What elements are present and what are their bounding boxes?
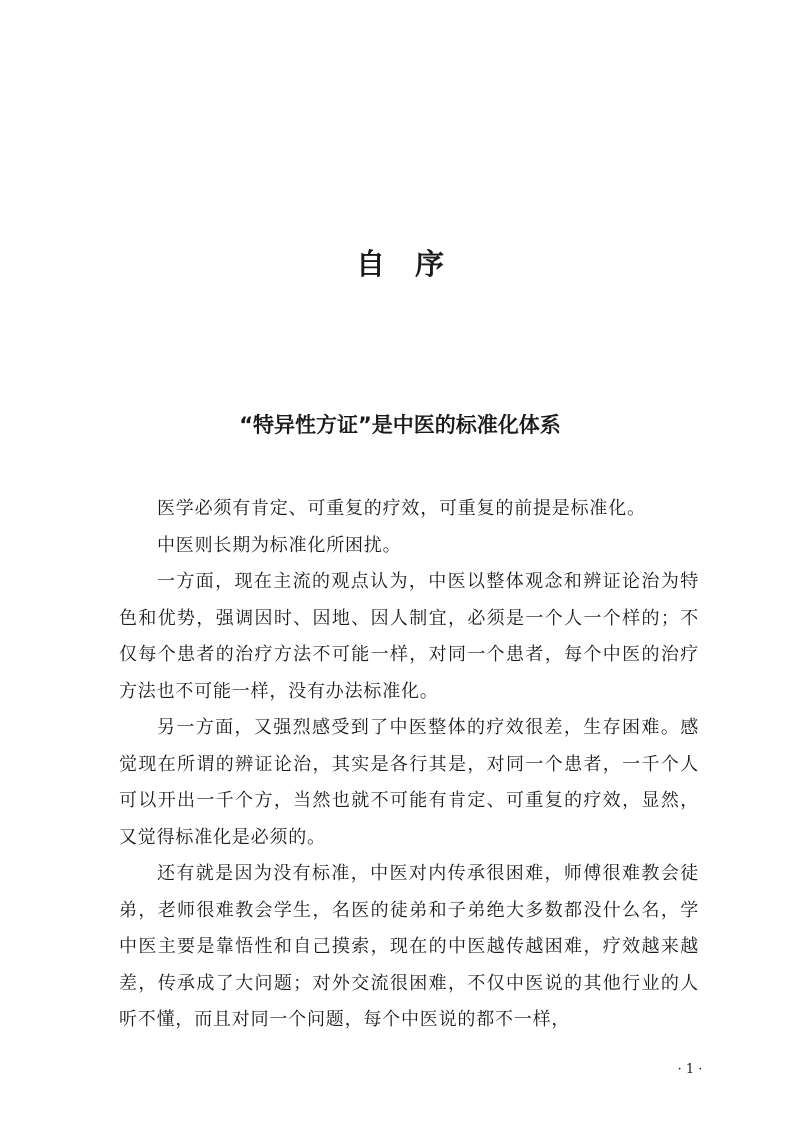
- paragraph: 还有就是因为没有标准，中医对内传承很困难，师傅很难教会徒弟，老师很难教会学生，名医的徒弟和子弟绝大多数都没什么名，学中医主要是靠悟性和自己摸索，现在的中医越传越困难，疗效越来越差，传承成了大问题；对外交流很困难，不仅中医说的其他行业的人听不懂，而且对同一个问题，每个中医说的都不一样，: [119, 863, 699, 1030]
- page-title: 自序: [355, 247, 474, 281]
- section-subtitle: “特异性方证”是中医的标准化体系: [239, 413, 561, 437]
- paragraph: 医学必须有肯定、可重复的疗效，可重复的前提是标准化。: [157, 498, 646, 519]
- paragraph: 另一方面，又强烈感受到了中医整体的疗效很差，生存困难。感觉现在所谓的辨证论治，其实是各行其是，对同一个患者，一千个人可以开出一千个方，当然也就不可能有肯定、可重复的疗效，显然，又觉得标准化是必须的。: [119, 717, 699, 848]
- page-number: · 1 ·: [677, 1062, 703, 1077]
- body-text: [119, 491, 699, 1039]
- paragraph: 中医则长期为标准化所困扰。: [157, 534, 402, 556]
- paragraph: 一方面，现在主流的观点认为，中医以整体观念和辨证论治为特色和优势，强调因时、因地、因人制宜，必须是一个人一个样的；不仅每个患者的治疗方法不可能一样，对同一个患者，每个中医的治疗方法也不可能一样，没有办法标准化。: [119, 571, 699, 702]
